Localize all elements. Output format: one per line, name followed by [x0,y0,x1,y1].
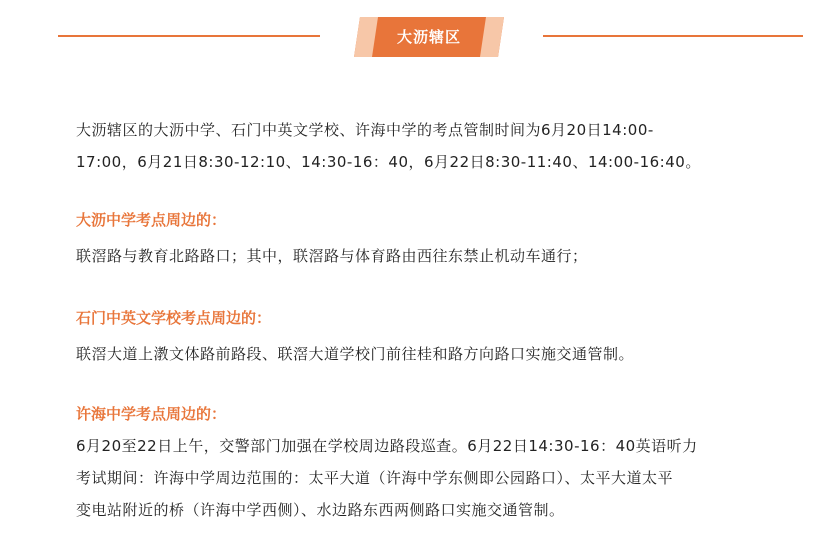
intro-line: 大沥辖区的大沥中学、石门中英文学校、许海中学的考点管制时间为6月20日14:00- [76,121,654,139]
section-title: 大沥辖区 [396,28,461,46]
school-heading-xuhai: 许海中学考点周边的： [76,405,227,423]
paragraph-line: 6月20至22日上午，交警部门加强在学校周边路段巡查。6月22日14:30-16：40英语听力 [76,437,698,455]
paragraph-line: 联滘大道上漖文体路前路段、联滘大道学校门前往桂和路方向路口实施交通管制。 [76,345,635,363]
paragraph-line: 变电站附近的桥（许海中学西侧）、水边路东西两侧路口实施交通管制。 [76,501,565,519]
school-paragraph-xuhai [76,430,698,526]
paragraph-line: 考试期间：许海中学周边范围的：太平大道（许海中学东侧即公园路口）、太平大道太平 [76,469,674,487]
school-paragraph-shimen [76,338,634,370]
intro-paragraph [76,114,701,178]
school-heading-dali: 大沥中学考点周边的： [76,211,227,229]
school-paragraph-dali [76,240,588,272]
divider-right [543,35,803,37]
section-banner [354,17,504,57]
paragraph-line: 联滘路与教育北路路口；其中，联滘路与体育路由西往东禁止机动车通行； [76,247,588,265]
school-heading-shimen: 石门中英文学校考点周边的： [76,309,272,327]
intro-line: 17:00，6月21日8:30-12:10、14:30-16：40，6月22日8:30-11:40、14:00-16:40。 [76,153,701,171]
divider-left [58,35,320,37]
